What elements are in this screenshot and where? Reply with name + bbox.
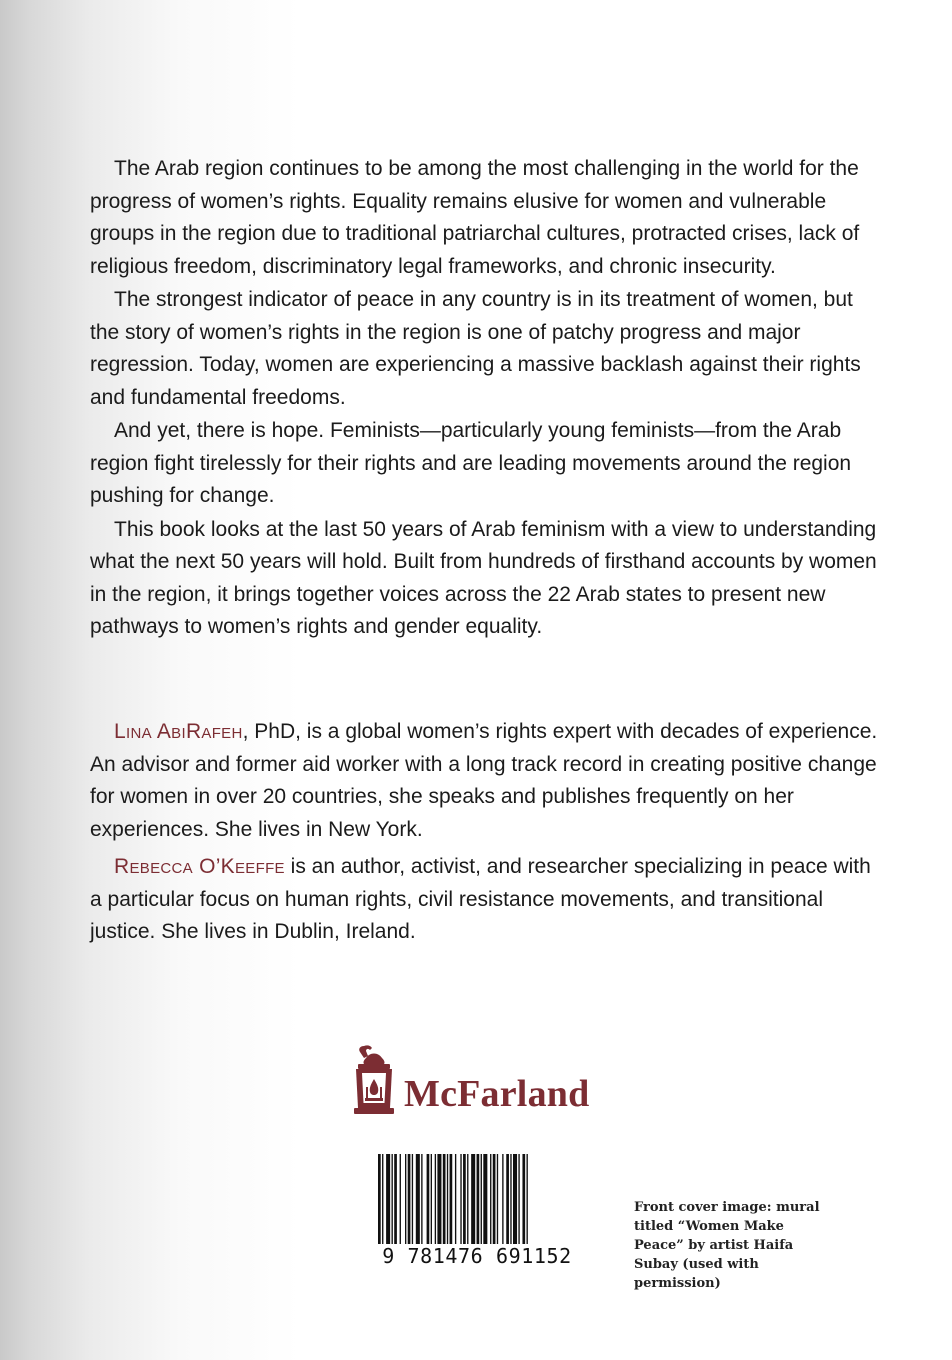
author-bio-text-1: , PhD, is a global women’s rights expert with decades of experience. An advisor and former aid worker with a long track record in creating positive change for women in over 20 countries, she speaks and publishes frequently on her experiences. She lives in New York. bbox=[90, 720, 878, 841]
barcode-bar bbox=[467, 1154, 468, 1244]
barcode-bar bbox=[493, 1154, 496, 1244]
author-bios bbox=[90, 716, 880, 954]
barcode-bar bbox=[416, 1154, 420, 1244]
isbn-barcode bbox=[366, 1146, 588, 1276]
barcode-bar bbox=[471, 1154, 475, 1244]
barcode-bars bbox=[378, 1154, 576, 1250]
barcode-bar bbox=[394, 1154, 397, 1244]
barcode-bar bbox=[443, 1154, 446, 1244]
author-bio-2 bbox=[90, 851, 880, 949]
barcode-bar bbox=[522, 1154, 525, 1244]
barcode-bar bbox=[447, 1154, 448, 1244]
author-name-2: Rebecca O’Keeffe bbox=[114, 855, 285, 878]
barcode-bar bbox=[483, 1154, 487, 1244]
lantern-icon bbox=[346, 1042, 398, 1118]
barcode-bar bbox=[408, 1154, 411, 1244]
barcode-bar bbox=[460, 1154, 461, 1244]
barcode-bar bbox=[378, 1154, 381, 1244]
barcode-bar bbox=[463, 1154, 466, 1244]
barcode-bar bbox=[437, 1154, 441, 1244]
barcode-bar bbox=[497, 1154, 498, 1244]
barcode-bar bbox=[421, 1154, 422, 1244]
barcode-bar bbox=[392, 1154, 393, 1244]
blurb-paragraph-1: The Arab region continues to be among the most challenging in the world for the progress of women’s rights. Equality remains elusive for women and vulnerable groups in the region due to traditional patriarchal cultures, protracted crises, lack of religious freedom, discriminatory legal frameworks, and chronic insecurity. bbox=[90, 157, 860, 278]
barcode-bar bbox=[386, 1154, 390, 1244]
author-bio-text-2: is an author, activist, and researcher specializing in peace with a particular focus on human rights, civil resistance movements, and transitional justice. She lives in Dublin, Ireland. bbox=[90, 855, 871, 943]
barcode-bar bbox=[412, 1154, 413, 1244]
barcode-bar bbox=[481, 1154, 482, 1244]
barcode-bar bbox=[455, 1154, 456, 1244]
publisher-logo bbox=[346, 1042, 616, 1118]
barcode-bar bbox=[382, 1154, 383, 1244]
barcode-bar bbox=[518, 1154, 519, 1244]
author-name-1: Lina AbiRafeh bbox=[114, 720, 243, 743]
barcode-bar bbox=[477, 1154, 480, 1244]
barcode-bar bbox=[405, 1154, 406, 1244]
publisher-name: McFarland bbox=[404, 1073, 590, 1115]
cover-image-credit: Front cover image: mural titled “Women Make Peace” by artist Haifa Subay (used with permission) bbox=[634, 1200, 820, 1291]
barcode-bar bbox=[506, 1154, 509, 1244]
blurb-paragraph-2: The strongest indicator of peace in any country is in its treatment of women, but the story of women’s rights in the region is one of patchy progress and major regression. Today, women are experiencing a massive backlash against their rights and fundamental freedoms. bbox=[90, 288, 861, 409]
back-cover-blurb bbox=[90, 153, 880, 645]
barcode-bar bbox=[527, 1154, 528, 1244]
barcode-bar bbox=[510, 1154, 511, 1244]
isbn-number: 9 781476 691152 bbox=[382, 1244, 572, 1268]
blurb-paragraph-3: And yet, there is hope. Feminists—particularly young feminists—from the Arab region fight tirelessly for their rights and are leading movements around the region pushing for change. bbox=[90, 419, 852, 507]
barcode-bar bbox=[431, 1154, 432, 1244]
barcode-bar bbox=[435, 1154, 436, 1244]
barcode-bar bbox=[513, 1154, 517, 1244]
barcode-bar bbox=[427, 1154, 430, 1244]
barcode-bar bbox=[400, 1154, 401, 1244]
barcode-bar bbox=[450, 1154, 453, 1244]
barcode-bar bbox=[490, 1154, 491, 1244]
barcode-bar bbox=[502, 1154, 503, 1244]
blurb-paragraph-4: This book looks at the last 50 years of Arab feminism with a view to understanding what the next 50 years will hold. Built from hundreds of firsthand accounts by women in the region, it brings together voices across the 22 Arab states to present new pathways to women’s rights and gender equality. bbox=[90, 517, 877, 638]
author-bio-1 bbox=[90, 716, 880, 846]
